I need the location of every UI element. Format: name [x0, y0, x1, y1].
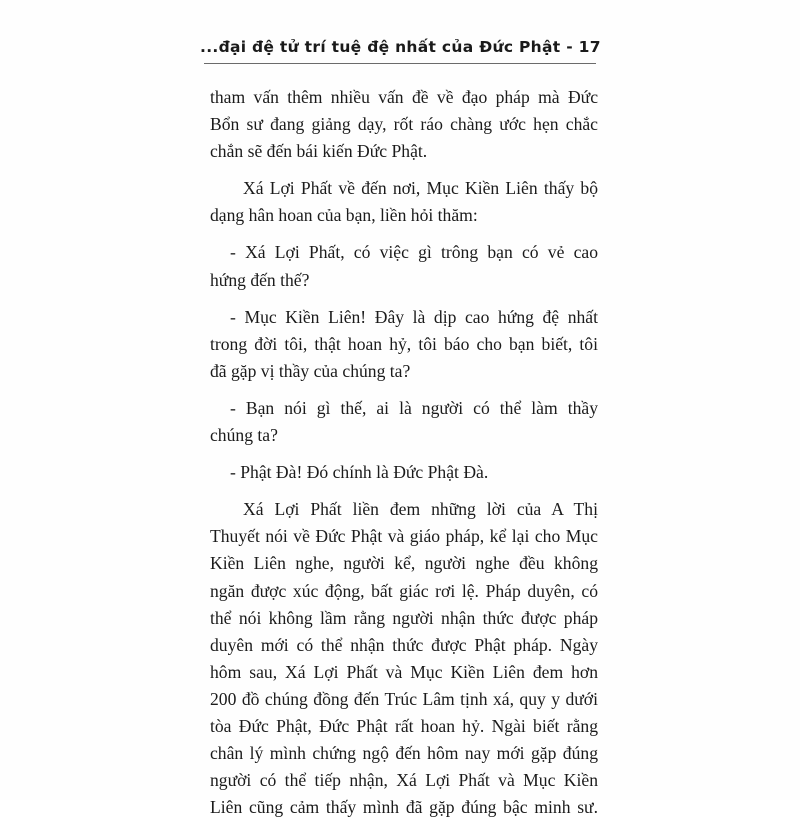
text-line: - Bạn nói gì thế, ai là người có thể làm thầy	[230, 397, 598, 418]
text-line: hứng đến thế?	[210, 269, 310, 290]
text-line: Xá Lợi Phất liền đem những lời của A Thị	[243, 499, 598, 520]
text-line: đã gặp vị thầy của chúng ta?	[210, 360, 411, 381]
text-line: Thuyết nói về Đức Phật và giáo pháp, kể lại cho Mục	[210, 526, 598, 547]
text-line: Liên cũng cảm thấy mình đã gặp đúng bậc minh sư.	[210, 797, 598, 818]
running-header	[200, 38, 600, 56]
text-line: chân lý mình chứng ngộ đến hôm nay mới gặp đúng	[210, 743, 598, 764]
text-line: duyên mới có thể nhận thức được Phật pháp. Ngày	[210, 634, 598, 655]
text-line: trong đời tôi, thật hoan hỷ, tôi báo cho bạn biết, tôi	[210, 333, 598, 354]
text-line: thể nói không lầm rằng người nhận thức được pháp	[210, 607, 598, 628]
text-line: - Mục Kiền Liên! Đây là dịp cao hứng đệ nhất	[230, 306, 598, 327]
text-line: ngăn được xúc động, bất giác rơi lệ. Pháp duyên, có	[210, 580, 598, 601]
header-rule	[204, 63, 596, 64]
body-text	[210, 84, 598, 821]
text-line: hôm sau, Xá Lợi Phất và Mục Kiền Liên đem hơn	[210, 661, 598, 682]
text-line: Kiền Liên nghe, người kể, người nghe đều không	[210, 553, 598, 574]
page-number: 17	[578, 38, 601, 56]
text-line: Bổn sư đang giảng dạy, rốt ráo chàng ước hẹn chắc	[210, 114, 598, 135]
text-line: - Phật Đà! Đó chính là Đức Phật Đà.	[230, 462, 489, 483]
text-line: - Xá Lợi Phất, có việc gì trông bạn có vẻ cao	[230, 242, 598, 263]
text-line: chắn sẽ đến bái kiến Đức Phật.	[210, 141, 428, 162]
text-line: tham vấn thêm nhiều vấn đề về đạo pháp mà Đức	[210, 87, 598, 107]
text-line: 200 đồ chúng đồng đến Trúc Lâm tịnh xá, quy y dưới	[210, 688, 598, 709]
text-line: tòa Đức Phật, Đức Phật rất hoan hỷ. Ngài biết rằng	[210, 715, 598, 736]
header-separator: -	[566, 38, 573, 56]
text-line: chúng ta?	[210, 425, 278, 446]
running-title: ...đại đệ tử trí tuệ đệ nhất của Đức Phật	[200, 38, 561, 56]
text-line: người có thể tiếp nhận, Xá Lợi Phất và Mục Kiền	[210, 770, 598, 791]
text-line: dạng hân hoan của bạn, liền hỏi thăm:	[210, 205, 478, 226]
text-line: Xá Lợi Phất về đến nơi, Mục Kiền Liên thấy bộ	[243, 178, 598, 199]
